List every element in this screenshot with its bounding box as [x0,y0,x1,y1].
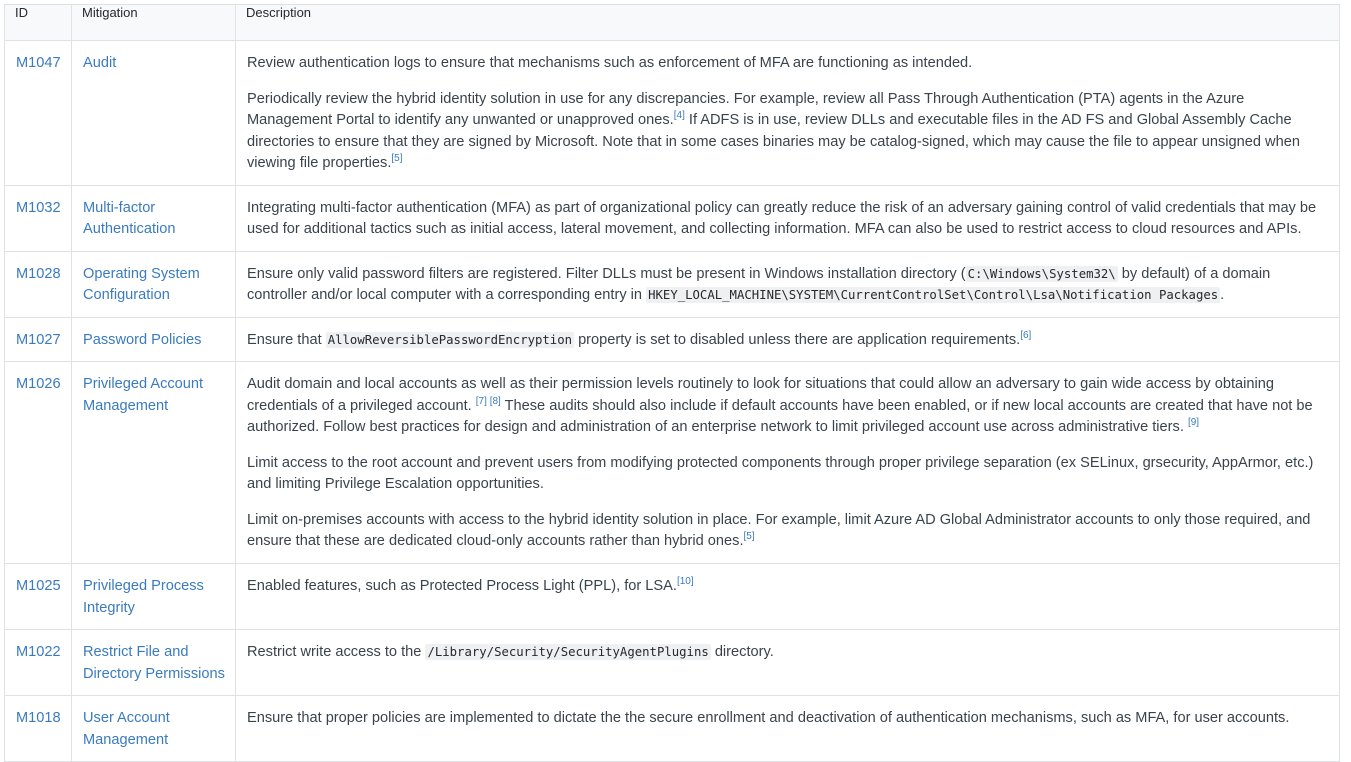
description-text: Restrict write access to the [247,644,426,660]
description-paragraph [247,642,1329,664]
table-row [5,362,1340,564]
description-text: . [1220,287,1225,303]
description-cell [236,630,1340,696]
citation-link[interactable]: [4] [673,110,685,121]
description-text: directory. [710,644,774,660]
description-text: Periodically review the hybrid identity solution in use for any discrepancies. For example, review all Pass Through Authentication (PTA) agents in the Azure Management Portal to identify any unwanted or unapproved ones. [247,90,1245,128]
table-header-row [5,5,1340,41]
header-id: ID [5,5,72,41]
description-text: These audits should also include if default accounts have been enabled, or if new local accounts are created that have not be authorized. Follow best practices for design and administration of an enterprise network to limit privileged account use across administrative tiers. [247,397,1313,435]
inline-code: AllowReversiblePasswordEncryption [327,332,573,347]
mitigation-id-link[interactable]: M1022 [16,644,61,660]
mitigation-name-link[interactable]: Privileged Account Management [83,376,204,414]
description-cell [236,362,1340,564]
mitigation-name-link[interactable]: Operating System Configuration [83,265,200,303]
description-cell [236,696,1340,762]
description-text: Review authentication logs to ensure that mechanisms such as enforcement of MFA are functioning as intended. [247,55,973,71]
citation-link[interactable]: [9] [1187,417,1200,428]
mitigation-id-link[interactable]: M1028 [16,265,61,282]
mitigation-id-link[interactable]: M1026 [16,376,61,392]
table-row [5,630,1340,696]
description-paragraph [247,576,1329,598]
mitigation-name-link[interactable]: Privileged Process Integrity [83,578,204,616]
header-description: Description [236,5,1340,41]
mitigation-name-link[interactable]: Restrict File and Directory Permissions [83,644,225,682]
citation-link[interactable]: [5] [743,531,755,542]
table-row [5,696,1340,762]
description-text: If ADFS is in use, review DLLs and executable files in the AD FS and Global Assembly Cache directories to ensure that they are signed by Microsoft. Note that in some cases binaries may be catalog-signed, which may cause the file to appear unsigned when viewing file properties. [247,112,1300,171]
description-paragraph [247,330,1329,352]
description-text: Limit access to the root account and prevent users from modifying protected components through proper privilege separation (ex SELinux, grsecurity, AppArmor, etc.) and limiting Privilege Escalation opportunities. [247,454,1314,492]
description-text: Limit on-premises accounts with access to the hybrid identity solution in place. For example, limit Azure AD Global Administrator accounts to only those required, and ensure that these are dedicated cloud-only accounts rather than hybrid ones. [247,511,1311,549]
description-paragraph [247,708,1329,730]
description-paragraph [247,453,1329,496]
description-text: Ensure that proper policies are implemented to dictate the the secure enrollment and deactivation of authentication mechanisms, such as MFA, for user accounts. [247,710,1290,726]
description-paragraph [247,510,1329,553]
description-paragraph [247,53,1329,75]
mitigation-name-link[interactable]: Password Policies [83,331,202,348]
description-text: Audit domain and local accounts as well as their permission levels routinely to look for situations that could allow an adversary to gain wide access by obtaining credentials of a privileged account. [247,376,1274,414]
inline-code: HKEY_LOCAL_MACHINE\SYSTEM\CurrentControlSet\Control\Lsa\Notification Packages [648,288,1219,302]
mitigation-id-link[interactable]: M1047 [16,55,61,71]
table-row [5,564,1340,630]
table-row [5,41,1340,186]
description-cell [236,564,1340,630]
mitigation-id-link[interactable]: M1032 [16,199,61,216]
description-text: Integrating multi-factor authentication (MFA) as part of organizational policy can greatly reduce the risk of an adversary gaining control of valid credentials that may be used for additional tactics such as initial access, lateral movement, and collecting information. MFA can also be used to restrict access to cloud resources and APIs. [247,199,1317,237]
header-mitigation: Mitigation [72,5,236,41]
description-text: Ensure only valid password filters are registered. Filter DLLs must be present in Windows installation directory ( [247,265,966,282]
table-row [5,185,1340,251]
citation-link[interactable]: [8] [489,395,501,407]
description-text: Ensure that [247,331,326,348]
description-paragraph [247,374,1329,439]
citation-link[interactable]: [7] [475,395,487,407]
description-text: property is set to disabled unless there are application requirements. [574,331,1021,348]
description-text: by default) of a domain controller and/or local computer with a corresponding entry in [247,265,1271,303]
description-cell [236,317,1340,362]
mitigation-id-link[interactable]: M1018 [16,710,61,726]
description-cell [236,185,1340,251]
mitigation-name-link[interactable]: Multi-factor Authentication [83,199,176,237]
mitigation-name-link[interactable]: Audit [83,55,117,71]
citation-link[interactable]: [6] [1020,329,1032,341]
citation-link[interactable]: [5] [391,153,403,164]
description-text: Enabled features, such as Protected Process Light (PPL), for LSA. [247,578,677,594]
inline-code: /Library/Security/SecurityAgentPlugins [427,645,709,659]
description-cell [236,41,1340,186]
inline-code: C:\Windows\System32\ [967,266,1116,281]
citation-link[interactable]: [10] [676,576,694,587]
mitigations-table [4,4,1340,762]
description-paragraph [247,89,1329,175]
mitigation-id-link[interactable]: M1027 [16,331,61,348]
description-paragraph [247,198,1329,241]
description-cell [236,251,1340,317]
table-row [5,251,1340,317]
mitigation-name-link[interactable]: User Account Management [83,710,170,748]
mitigation-id-link[interactable]: M1025 [16,578,61,594]
description-paragraph [247,264,1329,307]
table-row [5,317,1340,362]
